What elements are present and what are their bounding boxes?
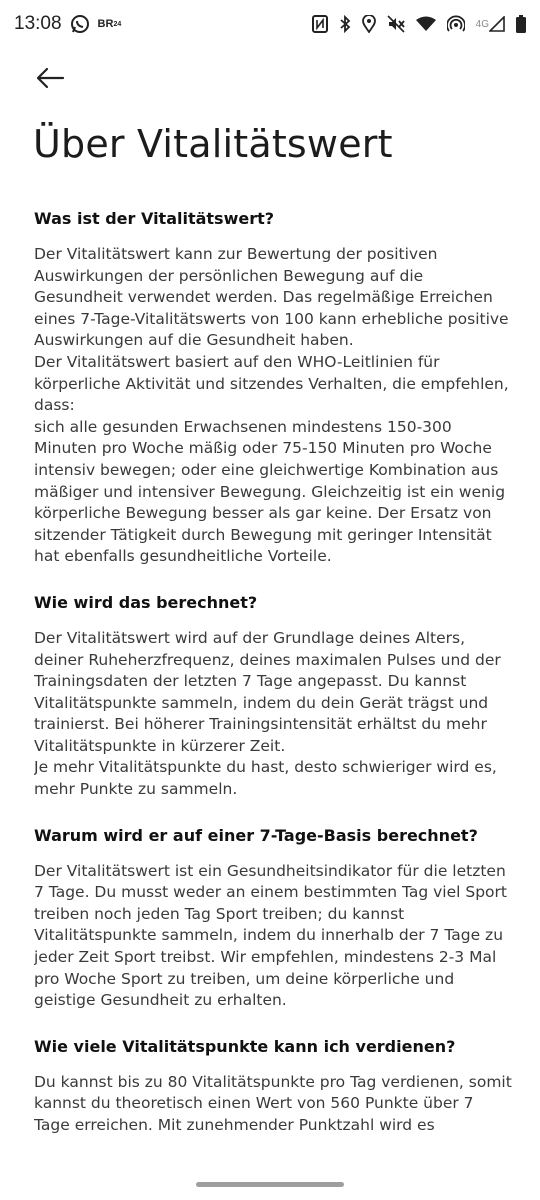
cellular-signal-icon [476, 16, 505, 32]
section-body: Der Vitalitätswert wird auf der Grundlage deines Alters, deiner Ruheherzfrequenz, deines maximalen Pulses und der Trainingsdaten der letzten 7 Tage angepasst. Du kannst Vitalitätspunkte sammeln, indem du dein Gerät trägst und trainierst. Bei höherer Trainingsintensität erhältst du mehr Vitalitätspunkte in kürzerer Zeit. Je mehr Vitalitätspunkte du hast, desto schwieriger wird es, mehr Punkte zu sammeln. [34, 628, 501, 799]
br24-sup: 24 [113, 20, 122, 28]
section-heading: Wie wird das berechnet? [34, 592, 258, 612]
page-title: Über Vitalitätswert [33, 122, 393, 166]
section-heading: Was ist der Vitalitätswert? [34, 209, 275, 228]
section-heading: Wie viele Vitalitätspunkte kann ich verdienen? [34, 1036, 456, 1056]
section-heading: Warum wird er auf einer 7-Tage-Basis berechnet? [34, 825, 478, 845]
arrow-left-icon [35, 66, 65, 94]
network-type: 4G [475, 18, 489, 30]
nfc-icon [312, 15, 328, 33]
battery-icon [516, 15, 526, 33]
status-right [312, 15, 526, 33]
status-bar [0, 0, 540, 48]
br24-app-icon [98, 18, 122, 30]
whatsapp-icon [70, 14, 90, 34]
content-scroll-area[interactable] [34, 206, 514, 1170]
br24-label: BR [97, 18, 114, 30]
section-how-calculated [34, 590, 514, 801]
status-time: 13:08 [14, 13, 62, 34]
bluetooth-icon [339, 15, 351, 33]
section-why-7-days [34, 823, 514, 1012]
home-indicator[interactable] [196, 1182, 344, 1187]
location-icon [362, 15, 376, 33]
section-body: Der Vitalitätswert kann zur Bewertung der positiven Auswirkungen der persönlichen Bewegung auf die Gesundheit verwendet werden. Das regelmäßige Erreichen eines 7-Tage-Vitalitätswerts von 100 kann erhebliche positive Auswirkungen auf die Gesundheit haben. Der Vitalitätswert basiert auf den WHO-Leitlinien für körperliche Aktivität und sitzendes Verhalten, die empfehlen, dass: sich alle gesunden Erwachsenen mindestens 150-300 Minuten pro Woche mäßig oder 75-150 Minuten pro Woche intensiv bewegen; oder eine gleichwertige Kombination aus mäßiger und intensiver Bewegung. Gleichzeitig ist ein wenig körperliche Bewegung besser als gar keine. Der Ersatz von sitzender Tätigkeit durch Bewegung mit geringer Intensität hat ebenfalls gesundheitliche Vorteile. [34, 245, 509, 566]
status-left [14, 13, 121, 35]
section-body: Du kannst bis zu 80 Vitalitätspunkte pro Tag verdienen, somit kannst du theoretisch einen Wert von 560 Punkte über 7 Tage erreichen. Mit zunehmender Punktzahl wird es [34, 1072, 512, 1134]
section-what-is [34, 206, 514, 568]
back-button[interactable] [30, 62, 70, 98]
section-how-many-points [34, 1034, 514, 1137]
mute-icon [387, 15, 405, 33]
wifi-icon [416, 16, 436, 32]
section-body: Der Vitalitätswert ist ein Gesundheitsindikator für die letzten 7 Tage. Du musst weder an einem bestimmten Tag viel Sport treiben noch jeden Tag Sport treiben; du kannst Vitalitätspunkte sammeln, indem du innerhalb der 7 Tage zu jeder Zeit Sport treibst. Wir empfehlen, mindestens 2-3 Mal pro Woche Sport zu treiben, um deine körperliche und geistige Gesundheit zu erhalten. [34, 861, 507, 1010]
hotspot-icon [447, 15, 465, 33]
